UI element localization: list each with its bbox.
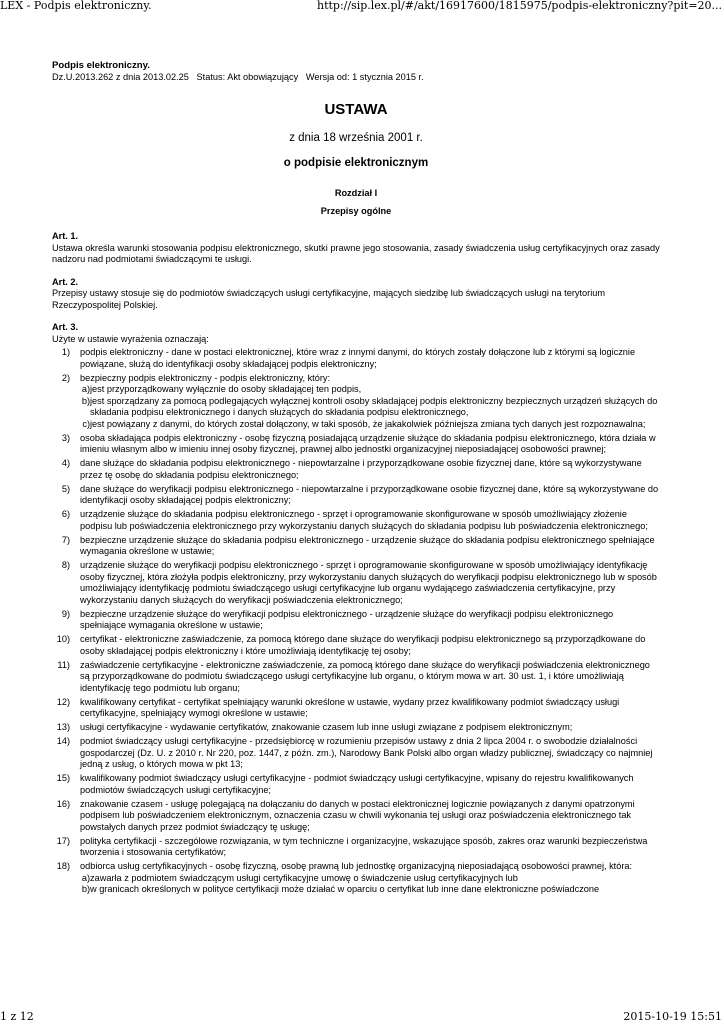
item-text: zaświadczenie certyfikacyjne - elektroniczne zaświadczenie, za pomocą którego dane służące do weryfikacji poświadczenia elektronicznego są przyporządkowane do podmiotu świadczącego usługi certyfikacyjne lub organu, o którym mowa w art. 30 ust. 1, i które umożliwiają identyfikację tego podmiotu lub organu; [80, 659, 650, 693]
sub-item-text: jest sporządzany za pomocą podlegających wyłącznej kontroli osoby składającej podpis elektroniczny bezpiecznych urządzeń służących do składania podpisu elektronicznego i danych służących do składania podpisu elektronicznego, [90, 395, 658, 417]
item-number: 5) [61, 483, 70, 494]
sub-item-letter: a) [81, 872, 90, 883]
sub-item [52, 873, 660, 885]
item-text: podmiot świadczący usługi certyfikacyjne - przedsiębiorcę w rozumieniu przepisów ustawy z dnia 2 lipca 2004 r. o swobodzie działalności gospodarczej (Dz. U. z 2010 r. Nr 220, poz. 1447, z późn. zm.), Narodowy Bank Polski albo organ władzy publicznej, świadczący co najmniej jedną z usług, o których mowa w pkt 13; [80, 736, 653, 769]
document-meta-title: Podpis elektroniczny. [52, 60, 150, 71]
chapter-title: Przepisy ogólne [320, 205, 392, 216]
item-number: 18) [56, 861, 70, 871]
sub-item [52, 884, 660, 896]
item-number: 6) [61, 509, 70, 519]
item-text: bezpieczny podpis elektroniczny - podpis elektroniczny, który: [80, 372, 331, 383]
definition-item [52, 484, 660, 507]
sub-item-text: jest przyporządkowany wyłącznie do osoby składającej ten podpis, [90, 384, 362, 394]
article-3 [52, 322, 660, 896]
article-2 [52, 277, 660, 312]
print-footer-page: 1 z 12 [0, 1010, 34, 1023]
item-text: osoba składająca podpis elektroniczny - osobę fizyczną posiadającą urządzenie służące do składania podpisu elektronicznego, która działa w imieniu własnym albo w imieniu innej osoby fizycznej, prawnej albo jednostki organizacyjnej nieposiadającej osobowości prawnej; [80, 432, 656, 454]
act-date: z dnia 18 września 2001 r. [289, 132, 423, 144]
document-body [52, 60, 660, 907]
definition-item [52, 347, 660, 370]
item-number: 3) [61, 432, 70, 443]
definition-item [52, 535, 660, 558]
item-text: kwalifikowany certyfikat - certyfikat spełniający warunki określone w ustawie, wydany przez kwalifikowany podmiot świadczący usługi certyfikacyjne, spełniający wymogi określone w ustawie; [80, 696, 620, 718]
article-text: Ustawa określa warunki stosowania podpisu elektronicznego, skutki prawne jego stosowania, zasady świadczenia usług certyfikacyjnych oraz zasady nadzoru nad podmiotami świadczącymi te usługi. [52, 242, 660, 264]
item-number: 11) [57, 659, 70, 670]
chapter-label: Rozdział I [334, 188, 378, 198]
act-heading: USTAWA [324, 101, 388, 118]
article-label: Art. 1. [52, 231, 79, 241]
definition-item [52, 634, 660, 657]
definition-item [52, 560, 660, 606]
sub-item-letter: c) [82, 418, 90, 429]
definition-item [52, 697, 660, 720]
item-number: 15) [56, 773, 70, 783]
definition-item [52, 458, 660, 481]
sub-list [80, 873, 660, 896]
item-text: usługi certyfikacyjne - wydawanie certyfikatów, znakowanie czasem lub inne usługi związane z podpisem elektronicznym; [80, 722, 573, 732]
item-number: 16) [56, 798, 70, 809]
sub-item [52, 384, 660, 396]
print-footer-datetime: 2015-10-19 15:51 [623, 1010, 722, 1023]
item-number: 13) [56, 722, 70, 732]
item-number: 10) [56, 634, 70, 644]
item-text: podpis elektroniczny - dane w postaci elektronicznej, które wraz z innymi danymi, do których zostały dołączone lub z którymi są logicznie powiązane, służą do identyfikacji osoby składającej podpis elektroniczny; [80, 347, 636, 369]
item-number: 1) [61, 347, 70, 357]
act-subject: o podpisie elektronicznym [283, 157, 429, 169]
definition-item [52, 836, 660, 859]
item-text: znakowanie czasem - usługę polegającą na dołączaniu do danych w postaci elektronicznej logicznie powiązanych z danymi opatrzonymi podpisem lub poświadczeniem elektronicznym, oznaczenia czasu w chwili wykonania tej usługi oraz poświadczenia elektronicznego tak powstałych danych przez podmiot świadczący tę usługę; [80, 798, 635, 832]
item-text: urządzenie służące do weryfikacji podpisu elektronicznego - sprzęt i oprogramowanie skonfigurowane w sposób umożliwiający identyfikację osoby fizycznej, która złożyła podpis elektroniczny, przy wykorzystaniu danych służących do weryfikacji podpisu elektronicznego lub w sposób umożliwiający identyfikację podmiotu świadczącego usługi certyfikacyjne lub organu wydającego zaświadczenia certyfikacyjne, przy wykorzystaniu danych służących do weryfikacji poświadczenia elektronicznego; [80, 560, 657, 605]
item-text: bezpieczne urządzenie służące do składania podpisu elektronicznego - urządzenie służące do składania podpisu elektronicznego spełniające wymagania określone w ustawie; [80, 534, 655, 556]
sub-item [52, 419, 660, 431]
definition-item [52, 861, 660, 896]
sub-item-letter: b) [81, 395, 90, 406]
sub-item-letter: b) [81, 884, 90, 894]
definitions-list [52, 347, 660, 896]
item-text: polityka certyfikacji - szczegółowe rozwiązania, w tym techniczne i organizacyjne, wskazujące sposób, zakres oraz warunki bezpieczeństwa tworzenia i stosowania certyfikatów; [80, 835, 648, 857]
definition-item [52, 799, 660, 834]
print-header-url: http://sip.lex.pl/#/akt/16917600/1815975/podpis-elektroniczny?pit=20... [316, 0, 722, 12]
article-1 [52, 231, 660, 266]
sub-item [52, 396, 660, 419]
print-header-title: LEX - Podpis elektroniczny. [0, 0, 152, 12]
sub-item-text: w granicach określonych w polityce certyfikacji może działać w oparciu o certyfikat lub inne dane elektroniczne poświadczone [90, 884, 600, 894]
item-text: odbiorca usług certyfikacyjnych - osobę fizyczną, osobę prawną lub jednostkę organizacyjną nieposiadającą osobowości prawnej, która: [80, 861, 633, 871]
item-number: 4) [61, 458, 70, 468]
item-text: urządzenie służące do składania podpisu elektronicznego - sprzęt i oprogramowanie skonfigurowane w sposób umożliwiający złożenie podpisu lub poświadczenia elektronicznego przy wykorzystaniu danych służących do składania podpisu lub poświadczenia elektronicznego; [80, 509, 648, 531]
sub-item-text: jest powiązany z danymi, do których został dołączony, w taki sposób, że jakakolwiek późniejsza zmiana tych danych jest rozpoznawalna; [90, 418, 646, 429]
sub-list [80, 384, 660, 430]
item-number: 14) [56, 736, 70, 746]
item-text: dane służące do weryfikacji podpisu elektronicznego - niepowtarzalne i przyporządkowane osobie fizycznej dane, które są wykorzystywane do identyfikacji osoby składającej podpis elektroniczny; [80, 483, 659, 505]
definition-item [52, 373, 660, 431]
definition-item [52, 722, 660, 734]
sub-item-letter: a) [81, 384, 90, 394]
item-number: 17) [56, 835, 70, 846]
item-number: 8) [61, 560, 70, 570]
item-number: 2) [61, 372, 70, 383]
item-text: bezpieczne urządzenie służące do weryfikacji podpisu elektronicznego - urządzenie służące do weryfikacji podpisu elektronicznego spełniające wymagania określone w ustawie; [80, 608, 614, 630]
item-text: kwalifikowany podmiot świadczący usługi certyfikacyjne - podmiot świadczący usługi certyfikacyjne, wpisany do rejestru kwalifikowanych podmiotów świadczących usługi certyfikacyjne; [80, 773, 634, 795]
article-text: Przepisy ustawy stosuje się do podmiotów świadczących usługi certyfikacyjne, mających siedzibę lub świadczących usługi na terytorium Rzeczypospolitej Polskiej. [52, 288, 606, 310]
item-text: dane służące do składania podpisu elektronicznego - niepowtarzalne i przyporządkowane osobie fizycznej dane, które są wykorzystywane przez tę osobę do składania podpisu elektronicznego; [80, 458, 642, 480]
item-text: certyfikat - elektroniczne zaświadczenie, za pomocą którego dane służące do weryfikacji podpisu elektronicznego są przyporządkowane do osoby składającej podpis elektroniczny i które umożliwiają identyfikację tej osoby; [80, 634, 646, 656]
article-label: Art. 2. [52, 276, 79, 287]
item-number: 12) [56, 696, 70, 707]
definition-item [52, 660, 660, 695]
sub-item-text: zawarła z podmiotem świadczącym usługi certyfikacyjne umowę o świadczenie usług certyfikacyjnych lub [90, 872, 518, 883]
definition-item [52, 433, 660, 456]
item-number: 7) [61, 534, 70, 545]
document-meta-info: Dz.U.2013.262 z dnia 2013.02.25 Status: Akt obowiązujący Wersja od: 1 stycznia 2015 r. [52, 71, 424, 82]
article-intro: Użyte w ustawie wyrażenia oznaczają: [52, 333, 209, 344]
article-label: Art. 3. [52, 322, 79, 332]
definition-item [52, 736, 660, 771]
definition-item [52, 609, 660, 632]
item-number: 9) [61, 608, 70, 619]
definition-item [52, 509, 660, 532]
definition-item [52, 773, 660, 796]
